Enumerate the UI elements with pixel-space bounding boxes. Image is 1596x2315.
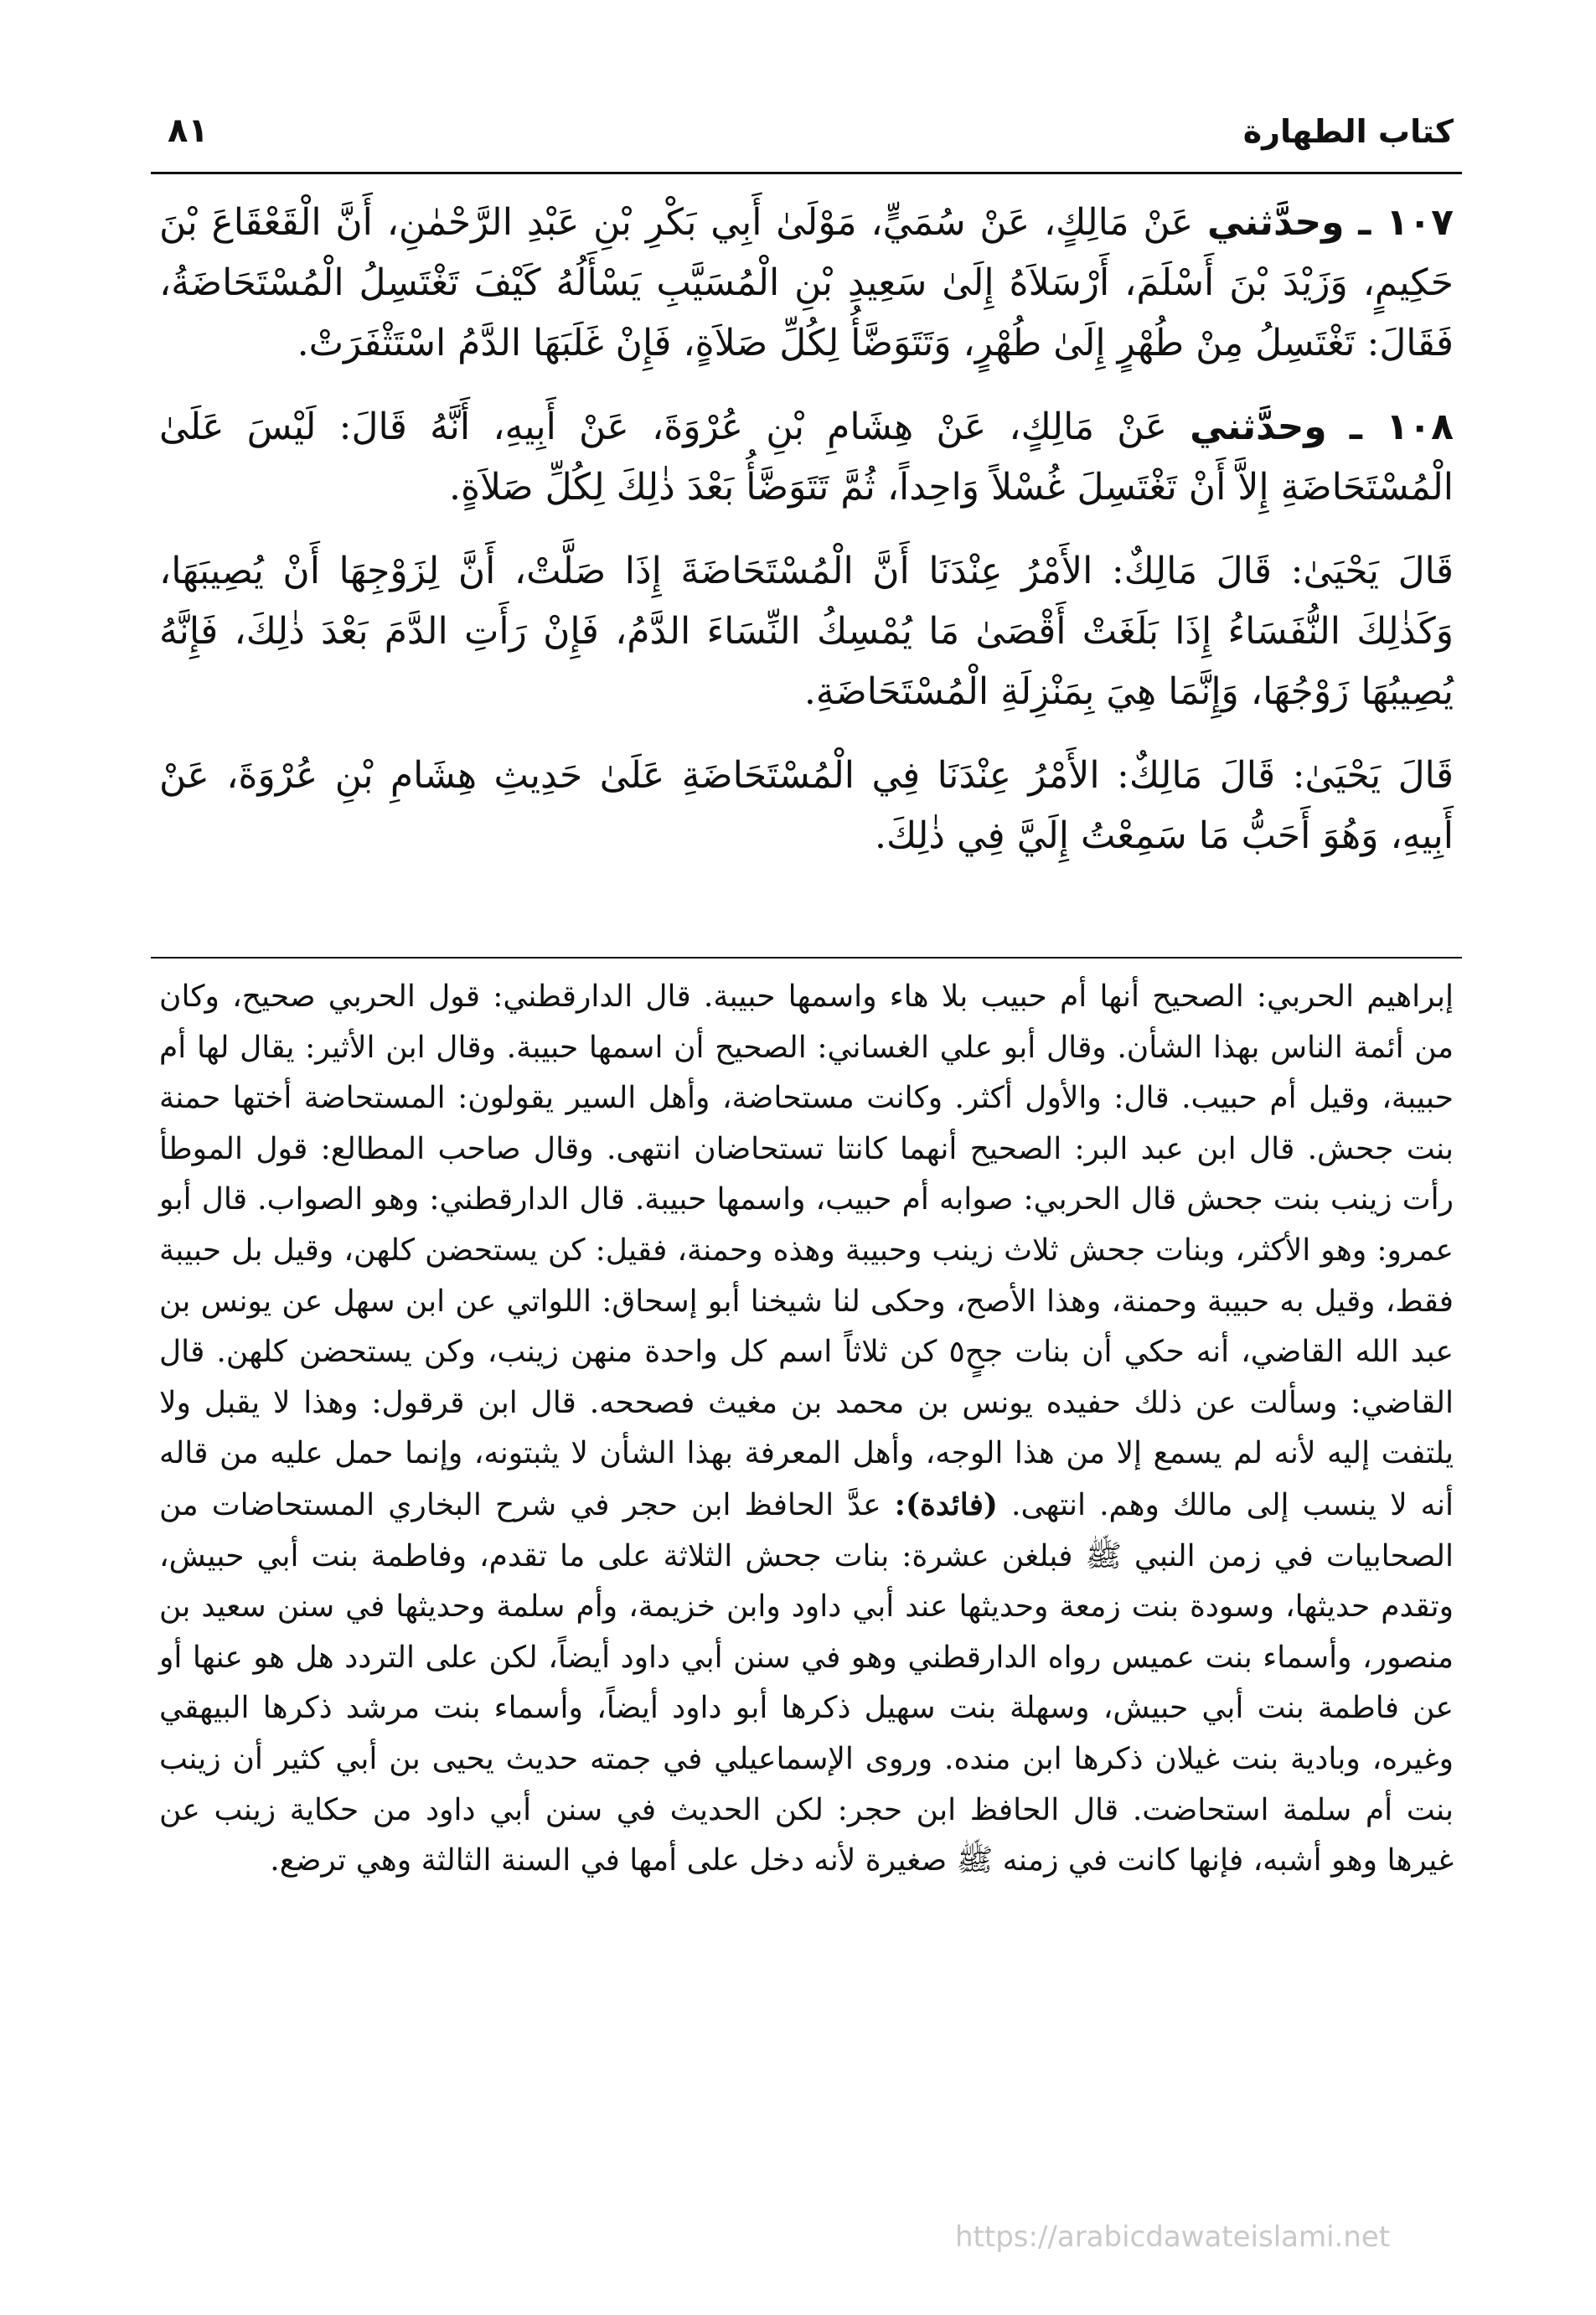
hadith-lead: وحدَّثني [1190,406,1327,448]
hadith-lead: وحدَّثني [1206,201,1345,244]
page-number: ٨١ [168,111,209,150]
chapter-title: كتاب الطهارة [1242,113,1454,150]
hadith-number: ١٠٧ ـ [1358,201,1454,244]
footnote-benefit-label: (فائدة): [894,1486,998,1522]
main-text [159,193,1454,890]
hadith-text: عَنْ مَالِكٍ، عَنْ هِشَامِ بْنِ عُرْوَةَ، عَنْ أَبِيهِ، أَنَّهُ قَالَ: لَيْسَ عَلَىٰ الْمُسْتَحَاضَةِ إِلاَّ أَنْ تَغْتَسِلَ غُسْلاً وَاحِداً، ثُمَّ تَتَوَضَّأُ بَعْدَ ذٰلِكَ لِكُلِّ صَلاَةٍ. [159,406,1454,509]
hadith-number: ١٠٨ ـ [1349,406,1454,448]
footnote-divider [151,957,1462,959]
footnote-text: عدَّ الحافظ ابن حجر في شرح البخاري المستحاضات من الصحابيات في زمن النبي ﷺ فبلغن عشرة: بنات جحش الثلاثة على ما تقدم، وفاطمة بنت أبي حبيش، وتقدم حديثها، وسودة بنت زمعة وحديثها عند أبي داود وابن خزيمة، وأم سلمة وحديثها في سنن سعيد بن منصور، وأسماء بنت عميس رواه الدارقطني وهو في سنن أبي داود أيضاً، لكن على التردد هل هو عنها أو عن فاطمة بنت أبي حبيش، وسهلة بنت سهيل ذكرها أبو داود أيضاً، وأسماء بنت مرشد ذكرها البيهقي وغيره، وبادية بنت غيلان ذكرها ابن منده. وروى الإسماعيلي في جمته حديث يحيى بن أبي كثير أن زينب بنت أم سلمة استحاضت. قال الحافظ ابن حجر: لكن الحديث في سنن أبي داود من حكاية زينب عن غيرها وهو أشبه، فإنها كانت في زمنه ﷺ صغيرة لأنه دخل على أمها في السنة الثالثة وهي ترضع. [159,1487,1454,1878]
page-header [151,105,1454,163]
hadith-108 [159,397,1454,518]
header-divider [151,172,1462,174]
hadith-107 [159,193,1454,374]
watermark: https://arabicdawateislami.net [955,2220,1391,2254]
footnote-text: إبراهيم الحربي: الصحيح أنها أم حبيب بلا هاء واسمها حبيبة. قال الدارقطني: قول الحربي صحيح، وكان من أئمة الناس بهذا الشأن. وقال أبو علي الغساني: الصحيح أن اسمها حبيبة. وقال ابن الأثير: يقال لها أم حبيبة، وقيل أم حبيب. قال: والأول أكثر. وكانت مستحاضة، وأهل السير يقولون: المستحاضة أختها حمنة بنت جحش. قال ابن عبد البر: الصحيح أنهما كانتا تستحاضان انتهى. وقال صاحب المطالع: قول الموطأ رأت زينب بنت جحش قال الحربي: صوابه أم حبيب، واسمها حبيبة. قال الدارقطني: وهو الصواب. قال أبو عمرو: وهو الأكثر، وبنات جحش ثلاث زينب وحبيبة وهذه وحمنة، فقيل: كن يستحضن كلهن، وقيل بل حبيبة فقط، وقيل به حبيبة وحمنة، وهذا الأصح، وحكى لنا شيخنا أبو إسحاق: اللواتي عن ابن سهل عن يونس بن عبد الله القاضي، أنه حكي أن بنات جحٍ٥ كن ثلاثاً اسم كل واحدة منهن زينب، وكن يستحضن كلهن. قال القاضي: وسألت عن ذلك حفيده يونس بن محمد بن مغيث فصححه. قال ابن قرقول: وهذا لا يقبل ولا يلتفت إليه لأنه لم يسمع إلا من هذا الوجه، وأهل المعرفة بهذا الشأن لا يثبتونه، وإنما حمل عليه من قاله أنه لا ينسب إلى مالك وهم. انتهى. [159,979,1454,1522]
malik-opinion-1: قَالَ يَحْيَىٰ: قَالَ مَالِكٌ: الأَمْرُ عِنْدَنَا أَنَّ الْمُسْتَحَاضَةَ إِذَا صَلَّتْ، أَنَّ لِزَوْجِهَا أَنْ يُصِيبَهَا، وَكَذٰلِكَ النُّفَسَاءُ إِذَا بَلَغَتْ أَقْصَىٰ مَا يُمْسِكُ النِّسَاءَ الدَّمُ، فَإِنْ رَأَتِ الدَّمَ بَعْدَ ذٰلِكَ، فَإِنَّهُ يُصِيبُهَا زَوْجُهَا، وَإِنَّمَا هِيَ بِمَنْزِلَةِ الْمُسْتَحَاضَةِ. [159,550,1454,713]
malik-opinion-2: قَالَ يَحْيَىٰ: قَالَ مَالِكٌ: الأَمْرُ عِنْدَنَا فِي الْمُسْتَحَاضَةِ عَلَىٰ حَدِيثِ هِشَامِ بْنِ عُرْوَةَ، عَنْ أَبِيهِ، وَهُوَ أَحَبُّ مَا سَمِعْتُ إِلَيَّ فِي ذٰلِكَ. [159,754,1454,857]
footnotes [159,972,1454,1887]
hadith-text: عَنْ مَالِكٍ، عَنْ سُمَيٍّ، مَوْلَىٰ أَبِي بَكْرِ بْنِ عَبْدِ الرَّحْمٰنِ، أَنَّ الْقَعْقَاعَ بْنَ حَكِيمٍ، وَزَيْدَ بْنَ أَسْلَمَ، أَرْسَلاَهُ إِلَىٰ سَعِيدِ بْنِ الْمُسَيَّبِ يَسْأَلُهُ كَيْفَ تَغْتَسِلُ الْمُسْتَحَاضَةُ، فَقَالَ: تَغْتَسِلُ مِنْ طُهْرٍ إِلَىٰ طُهْرٍ، وَتَتَوَضَّأُ لِكُلِّ صَلاَةٍ، فَإِنْ غَلَبَهَا الدَّمُ اسْتَثْفَرَتْ. [159,201,1454,364]
